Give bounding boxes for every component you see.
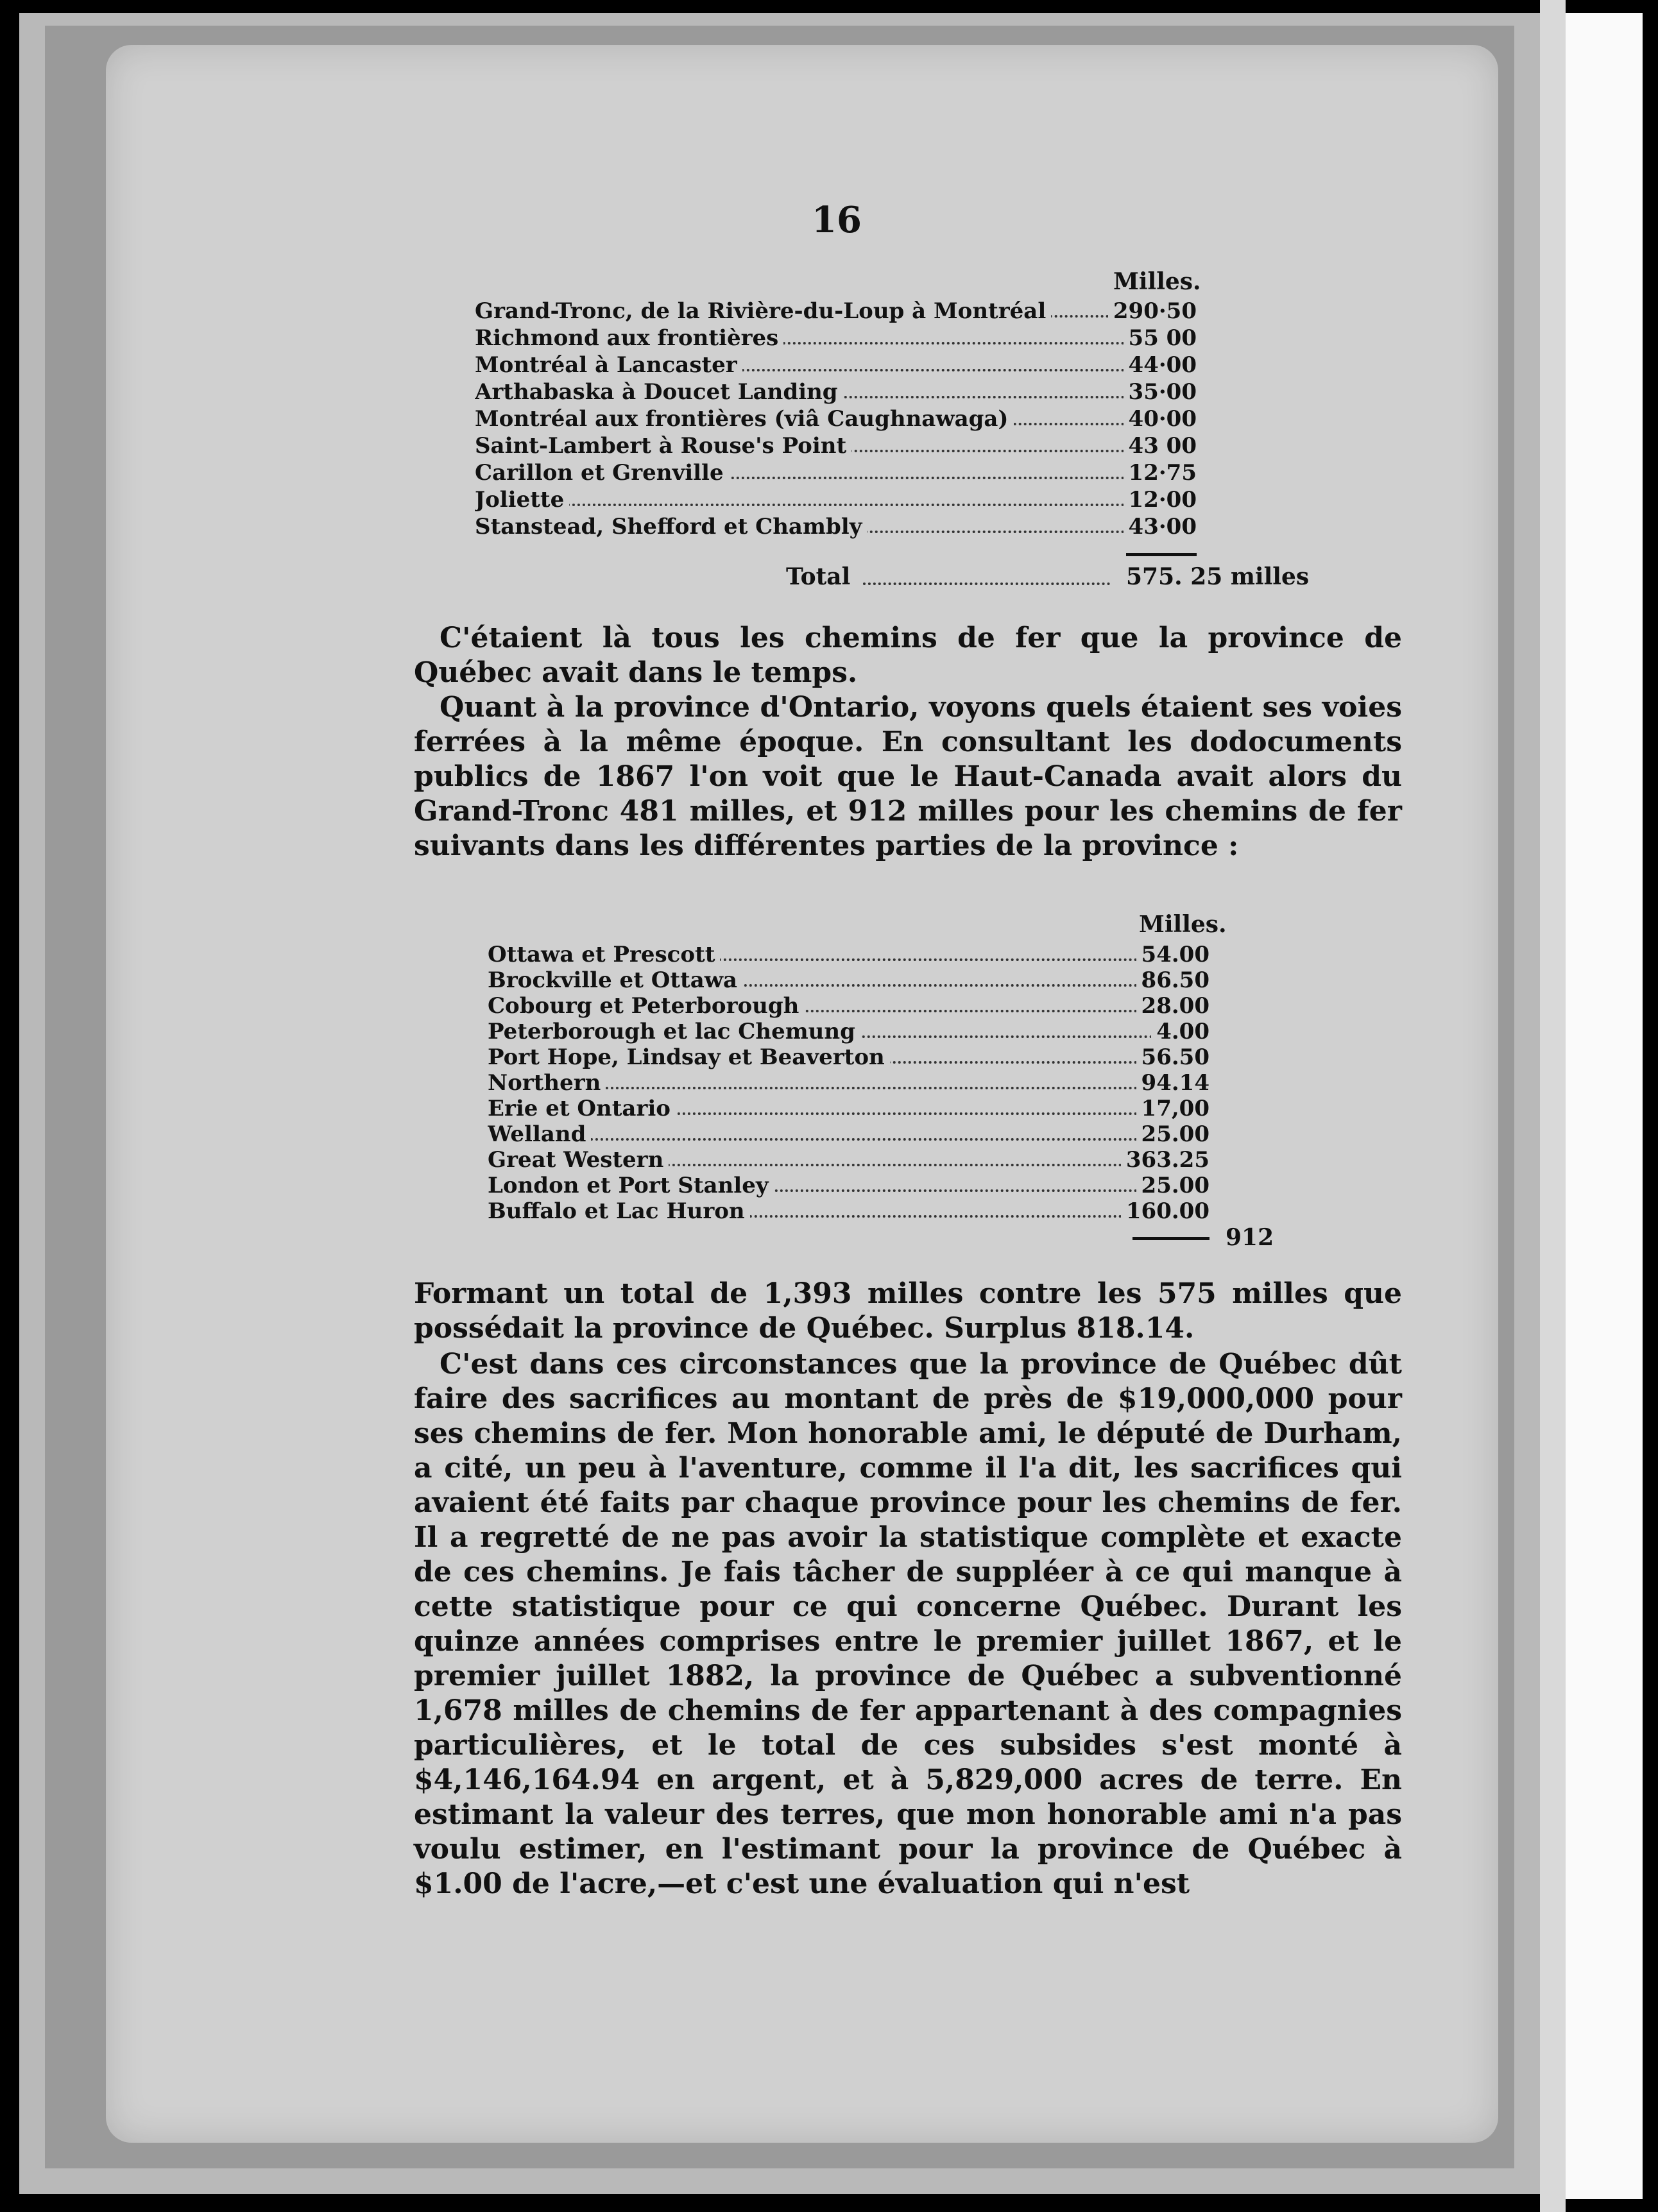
table1-row-name: Montréal à Lancaster — [475, 352, 742, 378]
paragraph-total-comparison: Formant un total de 1,393 milles contre les 575 milles que possédait la province de Québec. Surplus 818.14. — [414, 1277, 1402, 1345]
table1-row — [475, 325, 1197, 352]
table2-row-value: 363.25 — [1121, 1147, 1209, 1173]
paragraph-quebec-sacrifices: C'est dans ces circonstances que la province de Québec dût faire des sacrifices au montant de près de $19,000,000 pour ses chemins de fer. Mon honorable ami, le député de Durham, a cité, un peu à l'aventure, comme il l'a dit, les sacrifices qui avaient été faits par chaque province pour les chemins de fer. Il a regretté de ne pas avoir la statistique complète et exacte de ces chemins. Je fais tâcher de suppléer à ce qui manque à cette statistique pour ce qui concerne Québec. Durant les quinze années comprises entre le premier juillet 1867, et le premier juillet 1882, la province de Québec a subventionné 1,678 milles de chemins de fer appartenant à des compagnies particulières, et le total de ces subsides s'est monté à $4,146,164.94 en argent, et à 5,829,000 acres de terre. En estimant la valeur des terres, que mon honorable ami n'a pas voulu estimer, en l'estimant pour la province de Québec à $1.00 de l'acre,—et c'est une évaluation qui n'est — [414, 1348, 1402, 1900]
table2-row-name: Welland — [488, 1121, 591, 1147]
table1-row-value: 12·75 — [1124, 460, 1197, 486]
table2-row-value: 94.14 — [1136, 1070, 1209, 1096]
document-page — [106, 45, 1498, 2143]
table1-row — [475, 514, 1197, 541]
table1-total-value: 575. 25 milles — [1126, 563, 1310, 590]
table1-row-name: Montréal aux frontières (viâ Caughnawaga) — [475, 406, 1014, 432]
table2-row-value: 17,00 — [1136, 1096, 1209, 1121]
table2-unit-header: Milles. — [1139, 911, 1227, 938]
table2-row — [488, 1070, 1209, 1097]
table2-row — [488, 1121, 1209, 1148]
table2-row-value: 160.00 — [1121, 1198, 1209, 1224]
table2-row-value: 4.00 — [1151, 1019, 1209, 1044]
table1-row-name: Saint-Lambert à Rouse's Point — [475, 433, 851, 459]
table2-row-name: Buffalo et Lac Huron — [488, 1198, 750, 1224]
table2-row — [488, 1147, 1209, 1174]
table2-row-value: 56.50 — [1136, 1044, 1209, 1070]
table2-row — [488, 993, 1209, 1020]
table2-row-value: 86.50 — [1136, 967, 1209, 993]
table2-row — [488, 1096, 1209, 1123]
table1-row — [475, 460, 1197, 487]
table1-row-value: 55 00 — [1124, 325, 1197, 351]
table2-row-name: Port Hope, Lindsay et Beaverton — [488, 1044, 890, 1070]
table1-unit-header: Milles. — [1113, 268, 1201, 295]
table2-row — [488, 1198, 1209, 1225]
table2-row-value: 25.00 — [1136, 1121, 1209, 1147]
paragraph-ontario-intro: Quant à la province d'Ontario, voyons quels étaient ses voies ferrées à la même époque. En consultant les dodocuments publics de 1867 l'on voit que le Haut-Canada avait alors du Grand-Tronc 481 milles, et 912 milles pour les chemins de fer suivants dans les différentes parties de la province : — [414, 691, 1402, 862]
table2-row-name: Great Western — [488, 1147, 669, 1173]
table1-row-name: Carillon et Grenville — [475, 460, 729, 486]
paragraph-quebec-summary: C'étaient là tous les chemins de fer que la province de Québec avait dans le temps. — [414, 622, 1402, 689]
table1-row-value: 290·50 — [1108, 298, 1197, 324]
table2-row — [488, 1019, 1209, 1046]
table2-row-leader-dots — [488, 1138, 1209, 1141]
table1-row-name: Richmond aux frontières — [475, 325, 783, 351]
table1-row — [475, 298, 1197, 325]
table1-row-leader-dots — [475, 504, 1197, 506]
table1-row-name: Grand-Tronc, de la Rivière-du-Loup à Montréal — [475, 298, 1051, 324]
table1-row-name: Joliette — [475, 487, 569, 513]
table1-row — [475, 487, 1197, 514]
table1-row-name: Stanstead, Shefford et Chambly — [475, 514, 867, 540]
table1-row-name: Arthabaska à Doucet Landing — [475, 379, 843, 405]
table1-row-value: 44·00 — [1124, 352, 1197, 378]
table2-sum-rule — [1132, 1237, 1209, 1240]
table1-row-value: 35·00 — [1124, 379, 1197, 405]
table2-row-name: Erie et Ontario — [488, 1096, 676, 1121]
film-edge — [1566, 13, 1643, 2199]
table2-row-value: 54.00 — [1136, 942, 1209, 967]
table2-row-name: Peterborough et lac Chemung — [488, 1019, 860, 1044]
film-edge-strip — [1540, 0, 1566, 2212]
table2-row-name: Cobourg et Peterborough — [488, 993, 804, 1019]
table2-row — [488, 1173, 1209, 1200]
table1-row-value: 43 00 — [1124, 433, 1197, 459]
table1-total-label: Total — [786, 563, 851, 590]
table1-row-value: 43·00 — [1124, 514, 1197, 540]
table2-row — [488, 1044, 1209, 1071]
table1-row-value: 12·00 — [1124, 487, 1197, 513]
table2-row-name: Northern — [488, 1070, 606, 1096]
table1-row — [475, 406, 1197, 433]
table1-total-dots — [863, 576, 1110, 585]
table2-row-name: Ottawa et Prescott — [488, 942, 720, 967]
table2-row-name: Brockville et Ottawa — [488, 967, 742, 993]
table1-row — [475, 352, 1197, 379]
table2-row — [488, 942, 1209, 969]
table1-row — [475, 379, 1197, 406]
table1-sum-rule — [1126, 553, 1197, 556]
table1-row — [475, 433, 1197, 460]
page-number: 16 — [812, 199, 862, 241]
table2-row-name: London et Port Stanley — [488, 1173, 774, 1198]
table1-row-value: 40·00 — [1124, 406, 1197, 432]
table2-row-value: 25.00 — [1136, 1173, 1209, 1198]
table2-total-value: 912 — [1226, 1224, 1274, 1251]
table2-row — [488, 967, 1209, 994]
table2-row-value: 28.00 — [1136, 993, 1209, 1019]
